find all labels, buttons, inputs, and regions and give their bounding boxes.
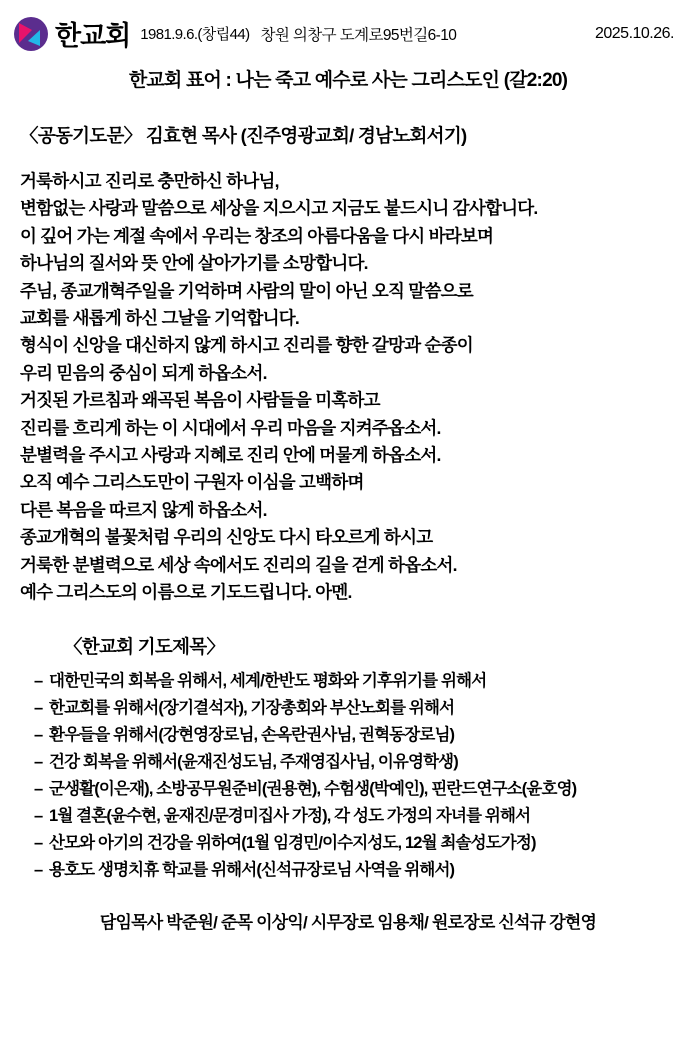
list-item-label: 1월 결혼(윤수현, 윤재진/문경미집사 가정), 각 성도 가정의 자녀를 위해서 [49,806,531,825]
prayer-line: 진리를 흐리게 하는 이 시대에서 우리 마음을 지켜주옵소서. [20,417,441,438]
prayer-body [14,168,682,607]
church-name: 한교회 [55,21,131,51]
prayer-line: 우리 믿음의 중심이 되게 하옵소서. [20,362,267,383]
church-address: 창원 의창구 도계로95번길6-10 [260,26,457,44]
bulletin-date: 2025.10.26. [594,24,674,42]
list-bullet: – [34,671,43,690]
list-item [34,749,682,776]
prayer-line: 분별력을 주시고 사랑과 지혜로 진리 안에 머물게 하옵소서. [20,445,441,466]
list-item [34,776,682,803]
list-bullet: – [34,752,43,771]
prayer-line: 형식이 신앙을 대신하지 않게 하시고 진리를 향한 갈망과 순종이 [20,335,473,356]
list-bullet: – [34,860,43,879]
founded-date: 1981.9.6.(창립44) [140,26,250,43]
list-item-label: 대한민국의 회복을 위해서, 세계/한반도 평화와 기후위기를 위해서 [49,671,487,690]
list-item [34,722,682,749]
list-bullet: – [34,725,43,744]
header [14,0,682,53]
prayer-line: 다른 복음을 따르지 않게 하옵소서. [20,499,267,520]
prayer-line: 거짓된 가르침과 왜곡된 복음이 사람들을 미혹하고 [20,390,380,411]
prayer-line: 종교개혁의 불꽃처럼 우리의 신앙도 다시 타오르게 하시고 [20,527,433,548]
prayer-line: 오직 예수 그리스도만이 구원자 이심을 고백하며 [20,472,364,493]
prayer-line: 하나님의 질서와 뜻 안에 살아가기를 소망합니다. [20,253,368,274]
prayer-line: 거룩한 분별력으로 세상 속에서도 진리의 길을 걷게 하옵소서. [20,554,457,575]
list-bullet: – [34,806,43,825]
list-bullet: – [34,779,43,798]
prayer-line: 거룩하시고 진리로 충만하신 하나님, [20,171,279,191]
list-item-label: 용호도 생명치휴 학교를 위해서(신석규장로님 사역을 위해서) [49,860,455,879]
list-item [34,803,682,830]
list-item-label: 건강 회복을 위해서(윤재진성도님, 주재영집사님, 이유영학생) [49,752,458,771]
prayer-topics-title: 〈한교회 기도제목〉 [64,635,225,657]
list-item [34,668,682,695]
list-item [34,695,682,722]
prayer-line: 이 깊어 가는 계절 속에서 우리는 창조의 아름다움을 다시 바라보며 [20,225,494,246]
list-item [34,857,682,884]
prayer-title: 〈공동기도문〉 김효현 목사 (진주영광교회/ 경남노회서기) [20,125,467,146]
prayer-line: 예수 그리스도의 이름으로 기도드립니다. 아멘. [20,582,352,603]
prayer-topics-list [14,668,682,884]
prayer-line: 주님, 종교개혁주일을 기억하며 사람의 말이 아닌 오직 말씀으로 [20,280,473,301]
list-bullet: – [34,833,43,852]
list-bullet: – [34,698,43,717]
list-item [34,830,682,857]
list-item-label: 환우들을 위해서(강현영장로님, 손옥란권사님, 권혁동장로님) [49,725,455,744]
church-motto: 한교회 표어 : 나는 죽고 예수로 사는 그리스도인 (갈2:20) [128,70,568,91]
list-item-label: 한교회를 위해서(장기결석자), 기장총회와 부산노회를 위해서 [49,698,455,717]
list-item-label: 산모와 아기의 건강을 위하여(1월 임경민/이수지성도, 12월 최솔성도가정) [49,833,536,852]
staff-footer: 담임목사 박준원/ 준목 이상익/ 시무장로 임용채/ 원로장로 신석규 강현영 [99,912,597,932]
prayer-line: 변함없는 사랑과 말씀으로 세상을 지으시고 지금도 붙드시니 감사합니다. [20,198,538,219]
list-item-label: 군생활(이은재), 소방공무원준비(권용현), 수험생(박예인), 핀란드연구소(윤호영) [49,779,577,798]
church-triangle-logo-icon [14,17,48,51]
prayer-line: 교회를 새롭게 하신 그날을 기억합니다. [20,308,300,329]
